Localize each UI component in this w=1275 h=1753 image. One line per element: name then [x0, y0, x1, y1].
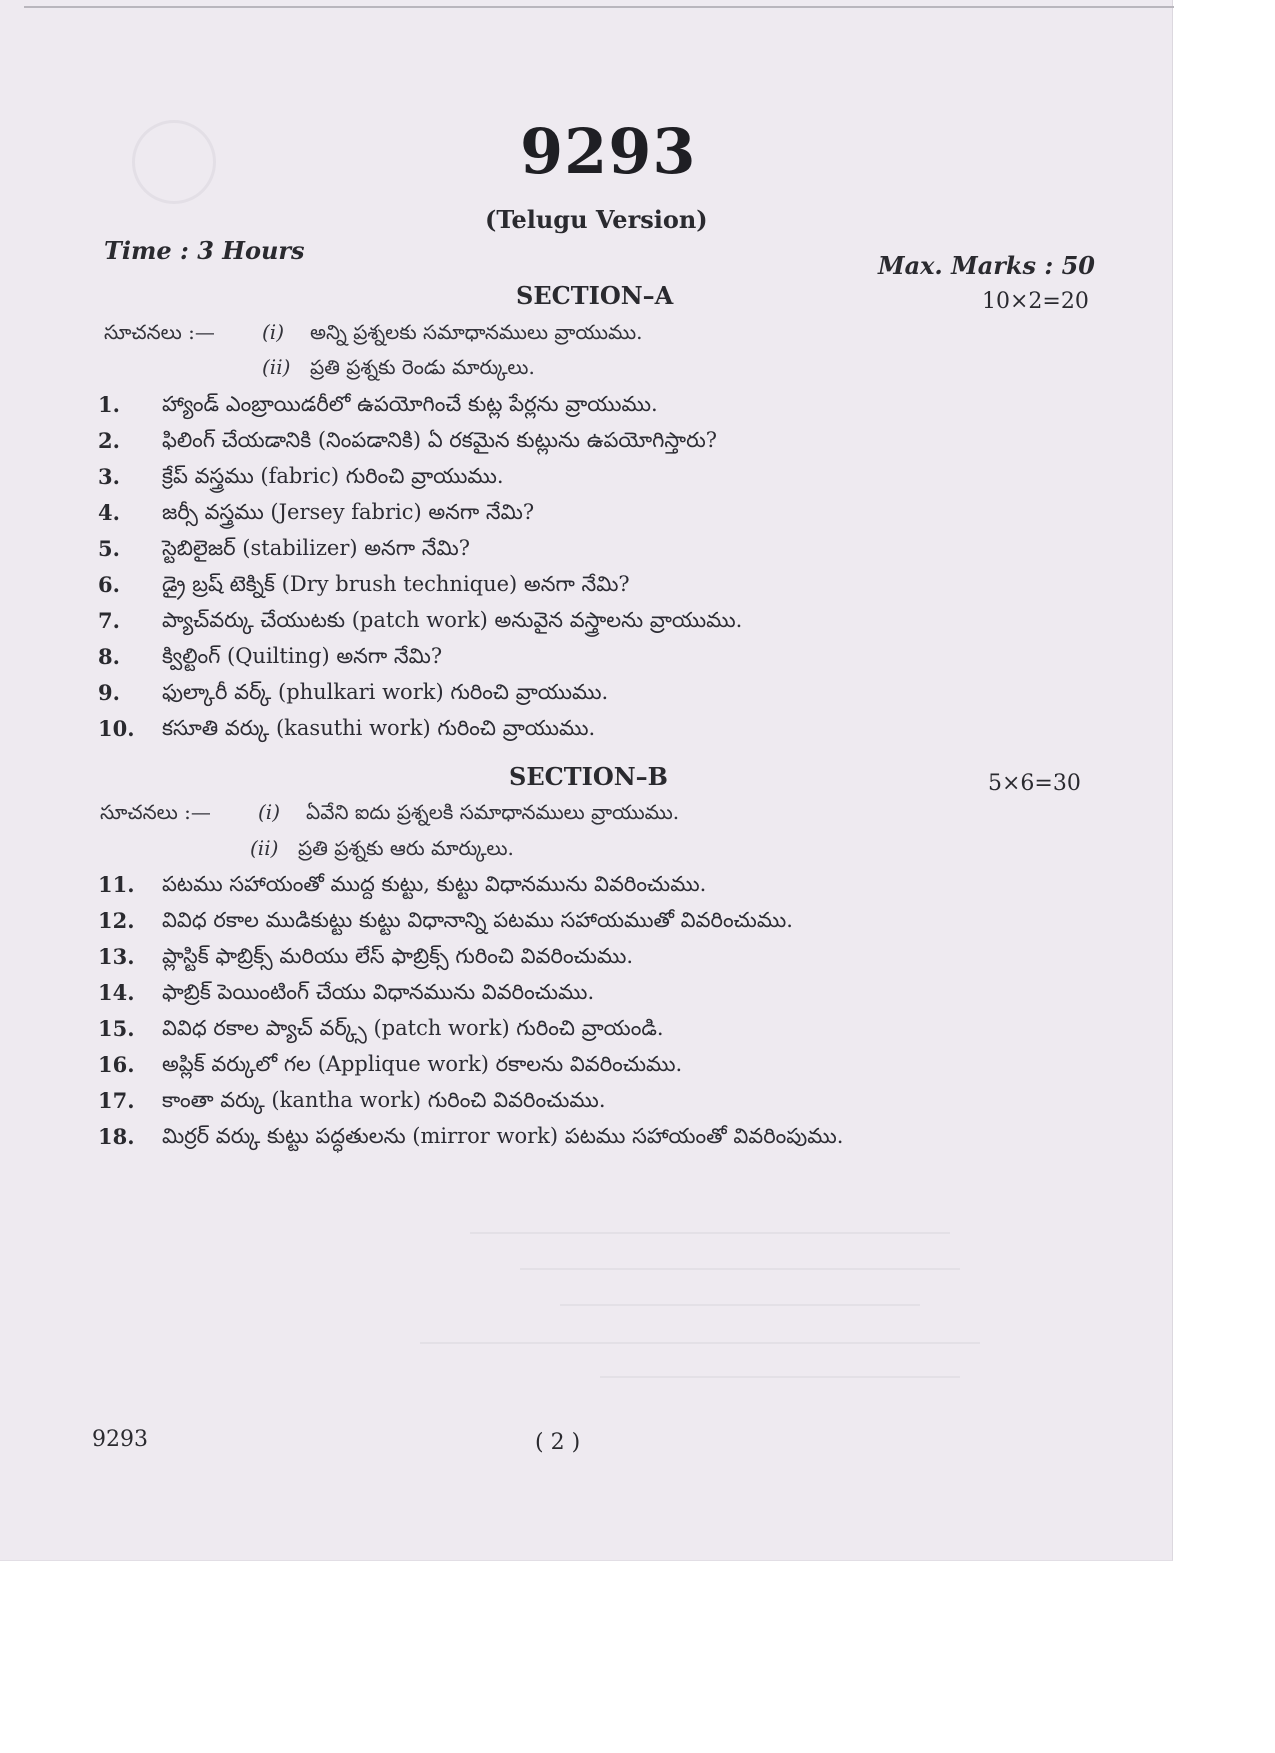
- question-text: వివిధ రకాల ప్యాచ్ వర్క్స్ (patch work) గురించి వ్రాయండి.: [162, 1016, 664, 1040]
- question-number: 8.: [98, 644, 120, 669]
- question-number: 3.: [98, 464, 120, 489]
- instruction-label: (i): [262, 320, 285, 344]
- question-number: 13.: [98, 944, 135, 969]
- question-text: జర్సీ వస్త్రము (Jersey fabric) అనగా నేమి?: [162, 500, 535, 524]
- page-number: ( 2 ): [535, 1430, 581, 1455]
- footer-paper-code: 9293: [92, 1427, 148, 1452]
- section-b-instruction-1: [100, 800, 679, 829]
- question-number: 6.: [98, 572, 120, 597]
- bleed-through-line: [560, 1304, 920, 1306]
- question-number: 18.: [98, 1124, 135, 1149]
- question-text: పటము సహాయంతో ముద్ద కుట్టు, కుట్టు విధానమును వివరించుము.: [162, 872, 707, 896]
- instruction-lead: సూచనలు :—: [100, 800, 211, 824]
- instruction-label: (ii): [262, 355, 291, 379]
- question-text: హ్యాండ్ ఎంబ్రాయిడరీలో ఉపయోగించే కుట్ల పేర్లను వ్రాయుము.: [162, 392, 658, 416]
- question-text: ఫాబ్రిక్ పెయింటింగ్ చేయు విధానమును వివరించుము.: [162, 980, 595, 1004]
- question-text: కసూతి వర్కు (kasuthi work) గురించి వ్రాయుము.: [162, 716, 596, 740]
- max-marks: Max. Marks : 50: [878, 251, 1096, 280]
- faded-stamp: [132, 120, 216, 204]
- question-number: 16.: [98, 1052, 135, 1077]
- bleed-through-line: [420, 1342, 980, 1344]
- instruction-text: ప్రతి ప్రశ్నకు ఆరు మార్కులు.: [298, 836, 514, 860]
- section-b-marks: 5×6=30: [988, 771, 1081, 796]
- instruction-text: ప్రతి ప్రశ్నకు రెండు మార్కులు.: [310, 355, 535, 379]
- instruction-label: (ii): [250, 836, 279, 860]
- question-text: ప్యాచ్‌వర్కు చేయుటకు (patch work) అనువైన వస్త్రాలను వ్రాయుము.: [162, 608, 743, 632]
- question-number: 15.: [98, 1016, 135, 1041]
- question-text: క్రేప్ వస్త్రము (fabric) గురించి వ్రాయుము.: [162, 464, 504, 488]
- question-number: 14.: [98, 980, 135, 1005]
- question-number: 11.: [98, 872, 135, 897]
- question-text: కాంతా వర్కు (kantha work) గురించి వివరించుము.: [162, 1088, 606, 1112]
- question-number: 7.: [98, 608, 120, 633]
- bleed-through-line: [470, 1232, 950, 1234]
- question-number: 5.: [98, 536, 120, 561]
- section-a-instruction-2: [262, 355, 535, 384]
- bleed-through-line: [600, 1376, 960, 1378]
- scan-edge-line: [24, 6, 1174, 8]
- instruction-text: అన్ని ప్రశ్నలకు సమాధానములు వ్రాయుము.: [310, 320, 643, 344]
- section-a-title: SECTION–A: [516, 281, 674, 310]
- instruction-text: ఏవేని ఐదు ప్రశ్నలకి సమాధానములు వ్రాయుము.: [306, 800, 680, 824]
- question-number: 12.: [98, 908, 135, 933]
- question-text: వివిధ రకాల ముడికుట్టు కుట్టు విధానాన్ని పటము సహాయముతో వివరించుము.: [162, 908, 793, 932]
- question-text: మిర్రర్ వర్కు కుట్టు పద్ధతులను (mirror work) పటము సహాయంతో వివరింపుము.: [162, 1124, 844, 1148]
- section-a-instruction-1: [104, 320, 642, 349]
- question-number: 10.: [98, 716, 135, 741]
- question-number: 17.: [98, 1088, 135, 1113]
- question-text: ప్లాస్టిక్ ఫాబ్రిక్స్ మరియు లేస్ ఫాబ్రిక్స్ గురించి వివరించుము.: [162, 944, 634, 968]
- instruction-lead: సూచనలు :—: [104, 320, 215, 344]
- bleed-through-line: [520, 1268, 960, 1270]
- instruction-label: (i): [258, 800, 281, 824]
- paper-code: 9293: [520, 115, 697, 188]
- section-b-instruction-2: [250, 836, 514, 865]
- question-text: స్టెబిలైజర్ (stabilizer) అనగా నేమి?: [162, 536, 470, 560]
- question-text: క్విల్టింగ్ (Quilting) అనగా నేమి?: [162, 644, 443, 668]
- paper-version: (Telugu Version): [485, 205, 708, 234]
- section-a-marks: 10×2=20: [982, 289, 1089, 314]
- question-text: అప్లిక్ వర్కులో గల (Applique work) రకాలను వివరించుము.: [162, 1052, 683, 1076]
- question-number: 9.: [98, 680, 120, 705]
- section-b-title: SECTION–B: [509, 762, 668, 791]
- question-text: డ్రై బ్రష్ టెక్నిక్ (Dry brush technique) అనగా నేమి?: [162, 572, 630, 596]
- question-text: ఫిలింగ్ చేయడానికి (నింపడానికి) ఏ రకమైన కుట్లును ఉపయోగిస్తారు?: [162, 428, 718, 452]
- question-number: 1.: [98, 392, 120, 417]
- question-number: 4.: [98, 500, 120, 525]
- question-number: 2.: [98, 428, 120, 453]
- time-allowed: Time : 3 Hours: [104, 236, 305, 265]
- question-text: ఫుల్కారీ వర్క్ (phulkari work) గురించి వ్రాయుము.: [162, 680, 609, 704]
